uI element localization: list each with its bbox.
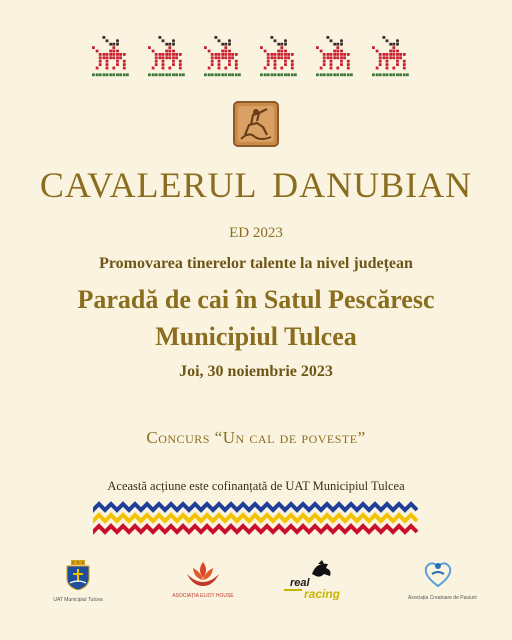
saint-george-emblem-icon xyxy=(233,101,279,147)
embroidered-horse-rider-icon xyxy=(204,36,241,76)
real-text: real xyxy=(290,577,310,589)
embroidered-horse-rider-icon xyxy=(92,36,129,76)
uat-caption: UAT Municipiul Tulcea xyxy=(53,597,103,603)
tricolor-stripe xyxy=(93,526,417,532)
tricolor-border xyxy=(93,500,419,540)
contest-title: Concurs “Un cal de poveste” xyxy=(146,428,366,447)
racing-text: racing xyxy=(304,587,341,600)
embroidered-horse-rider-icon xyxy=(148,36,185,76)
association-logo xyxy=(408,560,477,601)
eliot-caption: ASOCIAȚIA ELIOT HOUSE xyxy=(172,593,234,599)
embroidered-horse-rider-icon xyxy=(316,36,353,76)
headline-line-1: Paradă de cai în Satul Pescăresc xyxy=(77,285,435,314)
lotus-hands-icon xyxy=(183,560,223,586)
association-caption: Asociația Creatoare de Pasiuni xyxy=(408,595,477,601)
embroidered-horse-rider-icon xyxy=(372,36,409,76)
edition-label: ED 2023 xyxy=(229,225,283,241)
embroidered-horse-rider-icon xyxy=(260,36,297,76)
racing-horse-icon xyxy=(282,560,358,600)
headline-line-2: Municipiul Tulcea xyxy=(155,322,357,351)
uat-logo xyxy=(48,560,108,603)
real-racing-logo xyxy=(282,560,358,605)
page-title: CAVALERUL DANUBIAN xyxy=(39,165,473,205)
tricolor-stripe xyxy=(93,515,417,521)
embroidered-horse-rider-border xyxy=(88,34,424,80)
tulcea-coat-of-arms-icon xyxy=(65,560,91,590)
heart-person-icon xyxy=(422,560,454,588)
tricolor-stripe xyxy=(93,504,417,510)
eliot-house-logo xyxy=(168,560,238,599)
cofinancing-note: Această acțiune este cofinanțată de UAT Municipiul Tulcea xyxy=(107,479,405,493)
subtitle: Promovarea tinerelor talente la nivel județean xyxy=(99,255,413,272)
event-date: Joi, 30 noiembrie 2023 xyxy=(179,363,333,380)
